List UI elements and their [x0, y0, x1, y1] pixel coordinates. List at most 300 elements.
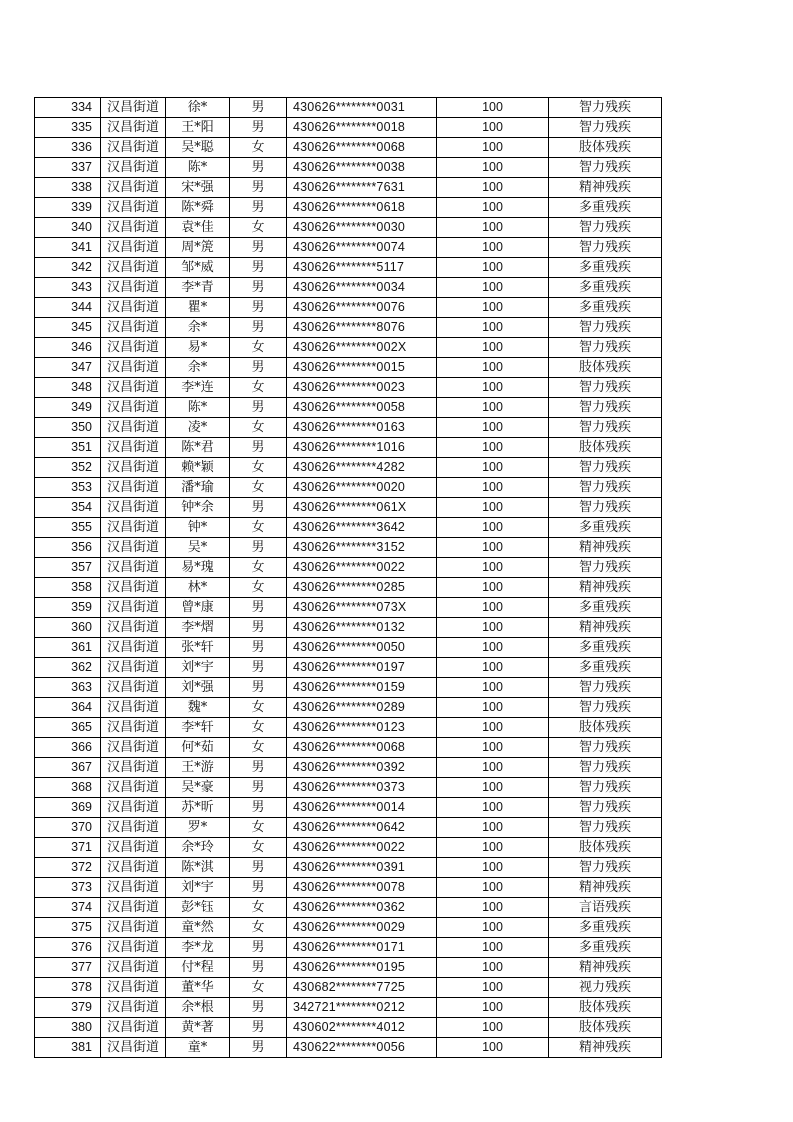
disability-type-cell: 视力残疾 — [549, 978, 662, 998]
gender-cell: 男 — [230, 958, 287, 978]
table-row — [35, 598, 662, 618]
amount-cell: 100 — [437, 238, 549, 258]
table-row — [35, 658, 662, 678]
id-number-cell: 430626********4282 — [287, 458, 437, 478]
street-cell: 汉昌街道 — [101, 478, 166, 498]
name-cell: 陈*淇 — [166, 858, 230, 878]
street-cell: 汉昌街道 — [101, 998, 166, 1018]
row-number-cell: 380 — [35, 1018, 101, 1038]
gender-cell: 男 — [230, 1018, 287, 1038]
row-number-cell: 358 — [35, 578, 101, 598]
amount-cell: 100 — [437, 578, 549, 598]
street-cell: 汉昌街道 — [101, 378, 166, 398]
row-number-cell: 369 — [35, 798, 101, 818]
disability-type-cell: 多重残疾 — [549, 658, 662, 678]
name-cell: 徐* — [166, 98, 230, 118]
street-cell: 汉昌街道 — [101, 858, 166, 878]
table-row — [35, 418, 662, 438]
amount-cell: 100 — [437, 878, 549, 898]
disability-type-cell: 智力残疾 — [549, 678, 662, 698]
disability-type-cell: 肢体残疾 — [549, 138, 662, 158]
street-cell: 汉昌街道 — [101, 698, 166, 718]
street-cell: 汉昌街道 — [101, 498, 166, 518]
disability-type-cell: 多重残疾 — [549, 298, 662, 318]
gender-cell: 女 — [230, 138, 287, 158]
amount-cell: 100 — [437, 318, 549, 338]
amount-cell: 100 — [437, 998, 549, 1018]
id-number-cell: 430626********0391 — [287, 858, 437, 878]
amount-cell: 100 — [437, 718, 549, 738]
disability-type-cell: 智力残疾 — [549, 118, 662, 138]
gender-cell: 男 — [230, 938, 287, 958]
disability-type-cell: 智力残疾 — [549, 738, 662, 758]
id-number-cell: 430626********0171 — [287, 938, 437, 958]
name-cell: 余* — [166, 358, 230, 378]
disability-type-cell: 智力残疾 — [549, 558, 662, 578]
row-number-cell: 344 — [35, 298, 101, 318]
gender-cell: 女 — [230, 338, 287, 358]
name-cell: 钟*余 — [166, 498, 230, 518]
amount-cell: 100 — [437, 778, 549, 798]
gender-cell: 男 — [230, 258, 287, 278]
amount-cell: 100 — [437, 678, 549, 698]
name-cell: 陈*舜 — [166, 198, 230, 218]
gender-cell: 男 — [230, 118, 287, 138]
id-number-cell: 430626********0642 — [287, 818, 437, 838]
id-number-cell: 430626********0195 — [287, 958, 437, 978]
id-number-cell: 430626********0020 — [287, 478, 437, 498]
gender-cell: 女 — [230, 418, 287, 438]
amount-cell: 100 — [437, 558, 549, 578]
amount-cell: 100 — [437, 298, 549, 318]
row-number-cell: 356 — [35, 538, 101, 558]
amount-cell: 100 — [437, 398, 549, 418]
gender-cell: 男 — [230, 858, 287, 878]
gender-cell: 女 — [230, 698, 287, 718]
table-row — [35, 358, 662, 378]
id-number-cell: 430626********0362 — [287, 898, 437, 918]
table-row — [35, 878, 662, 898]
disability-type-cell: 肢体残疾 — [549, 998, 662, 1018]
disability-type-cell: 智力残疾 — [549, 698, 662, 718]
disability-type-cell: 智力残疾 — [549, 478, 662, 498]
id-number-cell: 430602********4012 — [287, 1018, 437, 1038]
name-cell: 李*熠 — [166, 618, 230, 638]
table-row — [35, 158, 662, 178]
street-cell: 汉昌街道 — [101, 438, 166, 458]
gender-cell: 男 — [230, 278, 287, 298]
name-cell: 魏* — [166, 698, 230, 718]
table-row — [35, 318, 662, 338]
row-number-cell: 373 — [35, 878, 101, 898]
registry-table — [34, 97, 662, 1058]
amount-cell: 100 — [437, 838, 549, 858]
table-row — [35, 918, 662, 938]
table-row — [35, 498, 662, 518]
table-row — [35, 118, 662, 138]
row-number-cell: 371 — [35, 838, 101, 858]
table-row — [35, 998, 662, 1018]
id-number-cell: 430626********0015 — [287, 358, 437, 378]
row-number-cell: 365 — [35, 718, 101, 738]
table-row — [35, 438, 662, 458]
amount-cell: 100 — [437, 438, 549, 458]
street-cell: 汉昌街道 — [101, 978, 166, 998]
table-row — [35, 758, 662, 778]
amount-cell: 100 — [437, 598, 549, 618]
row-number-cell: 340 — [35, 218, 101, 238]
name-cell: 黄*著 — [166, 1018, 230, 1038]
street-cell: 汉昌街道 — [101, 318, 166, 338]
id-number-cell: 430626********0022 — [287, 838, 437, 858]
gender-cell: 女 — [230, 978, 287, 998]
id-number-cell: 430626********7631 — [287, 178, 437, 198]
table-row — [35, 278, 662, 298]
street-cell: 汉昌街道 — [101, 298, 166, 318]
disability-type-cell: 肢体残疾 — [549, 358, 662, 378]
street-cell: 汉昌街道 — [101, 878, 166, 898]
name-cell: 钟* — [166, 518, 230, 538]
street-cell: 汉昌街道 — [101, 558, 166, 578]
disability-type-cell: 智力残疾 — [549, 858, 662, 878]
amount-cell: 100 — [437, 618, 549, 638]
disability-type-cell: 多重残疾 — [549, 638, 662, 658]
amount-cell: 100 — [437, 798, 549, 818]
row-number-cell: 341 — [35, 238, 101, 258]
disability-type-cell: 智力残疾 — [549, 378, 662, 398]
id-number-cell: 430626********061X — [287, 498, 437, 518]
name-cell: 袁*佳 — [166, 218, 230, 238]
street-cell: 汉昌街道 — [101, 738, 166, 758]
row-number-cell: 366 — [35, 738, 101, 758]
id-number-cell: 430682********7725 — [287, 978, 437, 998]
id-number-cell: 430626********0197 — [287, 658, 437, 678]
table-row — [35, 538, 662, 558]
amount-cell: 100 — [437, 978, 549, 998]
amount-cell: 100 — [437, 158, 549, 178]
amount-cell: 100 — [437, 498, 549, 518]
name-cell: 赖*颖 — [166, 458, 230, 478]
table-row — [35, 818, 662, 838]
gender-cell: 女 — [230, 738, 287, 758]
street-cell: 汉昌街道 — [101, 838, 166, 858]
street-cell: 汉昌街道 — [101, 958, 166, 978]
disability-type-cell: 多重残疾 — [549, 258, 662, 278]
disability-type-cell: 精神残疾 — [549, 618, 662, 638]
street-cell: 汉昌街道 — [101, 638, 166, 658]
name-cell: 何*茹 — [166, 738, 230, 758]
amount-cell: 100 — [437, 858, 549, 878]
table-row — [35, 518, 662, 538]
table-row — [35, 678, 662, 698]
gender-cell: 女 — [230, 578, 287, 598]
amount-cell: 100 — [437, 658, 549, 678]
street-cell: 汉昌街道 — [101, 678, 166, 698]
row-number-cell: 346 — [35, 338, 101, 358]
street-cell: 汉昌街道 — [101, 158, 166, 178]
name-cell: 彭*钰 — [166, 898, 230, 918]
amount-cell: 100 — [437, 698, 549, 718]
street-cell: 汉昌街道 — [101, 98, 166, 118]
street-cell: 汉昌街道 — [101, 938, 166, 958]
id-number-cell: 430626********0050 — [287, 638, 437, 658]
row-number-cell: 336 — [35, 138, 101, 158]
amount-cell: 100 — [437, 358, 549, 378]
row-number-cell: 359 — [35, 598, 101, 618]
name-cell: 瞿* — [166, 298, 230, 318]
name-cell: 罗* — [166, 818, 230, 838]
gender-cell: 男 — [230, 198, 287, 218]
table-row — [35, 298, 662, 318]
row-number-cell: 370 — [35, 818, 101, 838]
gender-cell: 女 — [230, 558, 287, 578]
name-cell: 吴*聪 — [166, 138, 230, 158]
row-number-cell: 374 — [35, 898, 101, 918]
gender-cell: 男 — [230, 358, 287, 378]
street-cell: 汉昌街道 — [101, 278, 166, 298]
disability-type-cell: 精神残疾 — [549, 878, 662, 898]
id-number-cell: 430626********0014 — [287, 798, 437, 818]
gender-cell: 女 — [230, 518, 287, 538]
table-row — [35, 238, 662, 258]
amount-cell: 100 — [437, 818, 549, 838]
name-cell: 余* — [166, 318, 230, 338]
table-row — [35, 958, 662, 978]
row-number-cell: 354 — [35, 498, 101, 518]
table-row — [35, 898, 662, 918]
row-number-cell: 376 — [35, 938, 101, 958]
gender-cell: 男 — [230, 598, 287, 618]
street-cell: 汉昌街道 — [101, 778, 166, 798]
name-cell: 刘*宇 — [166, 658, 230, 678]
name-cell: 李*连 — [166, 378, 230, 398]
disability-type-cell: 智力残疾 — [549, 158, 662, 178]
street-cell: 汉昌街道 — [101, 398, 166, 418]
id-number-cell: 430626********0029 — [287, 918, 437, 938]
table-row — [35, 398, 662, 418]
id-number-cell: 430626********073X — [287, 598, 437, 618]
name-cell: 刘*宇 — [166, 878, 230, 898]
row-number-cell: 367 — [35, 758, 101, 778]
disability-type-cell: 智力残疾 — [549, 238, 662, 258]
amount-cell: 100 — [437, 738, 549, 758]
table-row — [35, 618, 662, 638]
gender-cell: 男 — [230, 878, 287, 898]
disability-type-cell: 多重残疾 — [549, 278, 662, 298]
id-number-cell: 430626********0078 — [287, 878, 437, 898]
table-row — [35, 378, 662, 398]
street-cell: 汉昌街道 — [101, 138, 166, 158]
gender-cell: 女 — [230, 898, 287, 918]
street-cell: 汉昌街道 — [101, 898, 166, 918]
name-cell: 余*根 — [166, 998, 230, 1018]
row-number-cell: 361 — [35, 638, 101, 658]
name-cell: 凌* — [166, 418, 230, 438]
street-cell: 汉昌街道 — [101, 538, 166, 558]
street-cell: 汉昌街道 — [101, 418, 166, 438]
id-number-cell: 430626********0058 — [287, 398, 437, 418]
amount-cell: 100 — [437, 538, 549, 558]
row-number-cell: 372 — [35, 858, 101, 878]
street-cell: 汉昌街道 — [101, 718, 166, 738]
name-cell: 王*阳 — [166, 118, 230, 138]
disability-type-cell: 智力残疾 — [549, 418, 662, 438]
gender-cell: 男 — [230, 98, 287, 118]
id-number-cell: 430626********0163 — [287, 418, 437, 438]
amount-cell: 100 — [437, 918, 549, 938]
table-row — [35, 258, 662, 278]
gender-cell: 男 — [230, 538, 287, 558]
street-cell: 汉昌街道 — [101, 218, 166, 238]
disability-type-cell: 精神残疾 — [549, 578, 662, 598]
street-cell: 汉昌街道 — [101, 198, 166, 218]
row-number-cell: 353 — [35, 478, 101, 498]
amount-cell: 100 — [437, 338, 549, 358]
table-row — [35, 698, 662, 718]
id-number-cell: 430626********0618 — [287, 198, 437, 218]
gender-cell: 女 — [230, 718, 287, 738]
gender-cell: 男 — [230, 238, 287, 258]
street-cell: 汉昌街道 — [101, 258, 166, 278]
table-row — [35, 458, 662, 478]
table-row — [35, 798, 662, 818]
street-cell: 汉昌街道 — [101, 918, 166, 938]
name-cell: 李*青 — [166, 278, 230, 298]
gender-cell: 男 — [230, 498, 287, 518]
disability-type-cell: 精神残疾 — [549, 178, 662, 198]
id-number-cell: 430626********1016 — [287, 438, 437, 458]
gender-cell: 男 — [230, 438, 287, 458]
table-row — [35, 178, 662, 198]
gender-cell: 女 — [230, 918, 287, 938]
row-number-cell: 334 — [35, 98, 101, 118]
row-number-cell: 349 — [35, 398, 101, 418]
disability-type-cell: 肢体残疾 — [549, 438, 662, 458]
disability-type-cell: 多重残疾 — [549, 198, 662, 218]
id-number-cell: 430622********0056 — [287, 1038, 437, 1058]
row-number-cell: 363 — [35, 678, 101, 698]
row-number-cell: 335 — [35, 118, 101, 138]
disability-type-cell: 智力残疾 — [549, 498, 662, 518]
name-cell: 宋*强 — [166, 178, 230, 198]
gender-cell: 男 — [230, 638, 287, 658]
gender-cell: 女 — [230, 818, 287, 838]
disability-type-cell: 精神残疾 — [549, 538, 662, 558]
table-body — [35, 98, 662, 1058]
disability-type-cell: 智力残疾 — [549, 818, 662, 838]
table-row — [35, 138, 662, 158]
table-row — [35, 738, 662, 758]
id-number-cell: 430626********3642 — [287, 518, 437, 538]
street-cell: 汉昌街道 — [101, 518, 166, 538]
disability-type-cell: 智力残疾 — [549, 778, 662, 798]
amount-cell: 100 — [437, 218, 549, 238]
id-number-cell: 430626********0074 — [287, 238, 437, 258]
table-row — [35, 198, 662, 218]
row-number-cell: 377 — [35, 958, 101, 978]
amount-cell: 100 — [437, 518, 549, 538]
id-number-cell: 430626********3152 — [287, 538, 437, 558]
gender-cell: 女 — [230, 218, 287, 238]
table-row — [35, 218, 662, 238]
gender-cell: 女 — [230, 378, 287, 398]
row-number-cell: 381 — [35, 1038, 101, 1058]
row-number-cell: 357 — [35, 558, 101, 578]
id-number-cell: 430626********0018 — [287, 118, 437, 138]
gender-cell: 男 — [230, 318, 287, 338]
table-row — [35, 578, 662, 598]
id-number-cell: 430626********002X — [287, 338, 437, 358]
gender-cell: 女 — [230, 478, 287, 498]
gender-cell: 男 — [230, 1038, 287, 1058]
gender-cell: 男 — [230, 998, 287, 1018]
amount-cell: 100 — [437, 278, 549, 298]
id-number-cell: 430626********0023 — [287, 378, 437, 398]
id-number-cell: 430626********0031 — [287, 98, 437, 118]
name-cell: 易*瑰 — [166, 558, 230, 578]
table-row — [35, 638, 662, 658]
street-cell: 汉昌街道 — [101, 658, 166, 678]
disability-type-cell: 肢体残疾 — [549, 838, 662, 858]
street-cell: 汉昌街道 — [101, 458, 166, 478]
table-row — [35, 478, 662, 498]
row-number-cell: 355 — [35, 518, 101, 538]
row-number-cell: 379 — [35, 998, 101, 1018]
name-cell: 苏*昕 — [166, 798, 230, 818]
name-cell: 陈*君 — [166, 438, 230, 458]
amount-cell: 100 — [437, 418, 549, 438]
street-cell: 汉昌街道 — [101, 338, 166, 358]
gender-cell: 男 — [230, 398, 287, 418]
amount-cell: 100 — [437, 1018, 549, 1038]
street-cell: 汉昌街道 — [101, 178, 166, 198]
id-number-cell: 430626********0034 — [287, 278, 437, 298]
table-row — [35, 838, 662, 858]
name-cell: 李*龙 — [166, 938, 230, 958]
table-row — [35, 1018, 662, 1038]
id-number-cell: 430626********0068 — [287, 738, 437, 758]
id-number-cell: 430626********5117 — [287, 258, 437, 278]
amount-cell: 100 — [437, 118, 549, 138]
disability-type-cell: 智力残疾 — [549, 98, 662, 118]
gender-cell: 男 — [230, 158, 287, 178]
name-cell: 童*然 — [166, 918, 230, 938]
id-number-cell: 430626********0289 — [287, 698, 437, 718]
name-cell: 林* — [166, 578, 230, 598]
name-cell: 童* — [166, 1038, 230, 1058]
table-row — [35, 718, 662, 738]
id-number-cell: 430626********0076 — [287, 298, 437, 318]
amount-cell: 100 — [437, 758, 549, 778]
disability-type-cell: 言语残疾 — [549, 898, 662, 918]
row-number-cell: 338 — [35, 178, 101, 198]
gender-cell: 女 — [230, 838, 287, 858]
id-number-cell: 430626********0038 — [287, 158, 437, 178]
row-number-cell: 350 — [35, 418, 101, 438]
name-cell: 曾*康 — [166, 598, 230, 618]
amount-cell: 100 — [437, 198, 549, 218]
disability-type-cell: 智力残疾 — [549, 338, 662, 358]
name-cell: 余*玲 — [166, 838, 230, 858]
amount-cell: 100 — [437, 458, 549, 478]
row-number-cell: 362 — [35, 658, 101, 678]
street-cell: 汉昌街道 — [101, 358, 166, 378]
gender-cell: 男 — [230, 658, 287, 678]
amount-cell: 100 — [437, 898, 549, 918]
street-cell: 汉昌街道 — [101, 578, 166, 598]
row-number-cell: 347 — [35, 358, 101, 378]
name-cell: 潘*瑜 — [166, 478, 230, 498]
